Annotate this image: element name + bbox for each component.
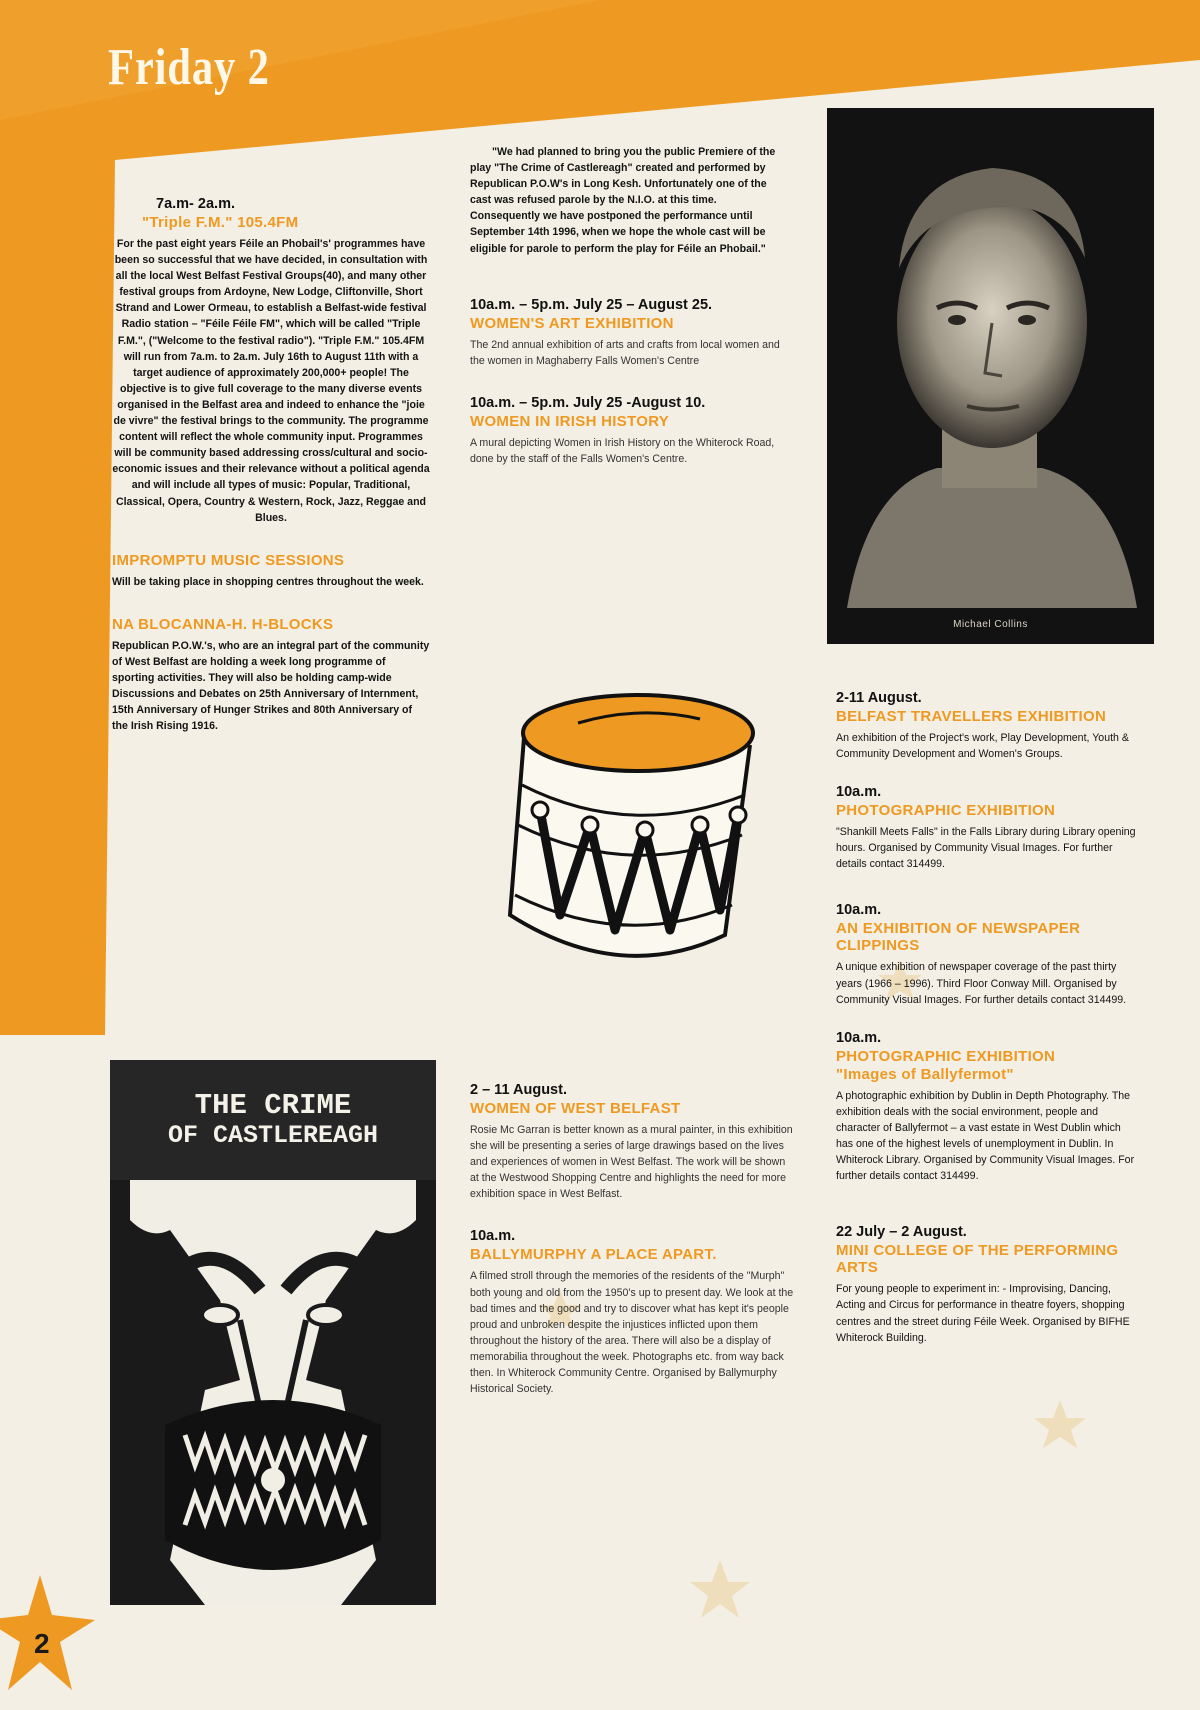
event-womens-art [470, 297, 785, 369]
event-subtitle: "Images of Ballyfermot" [836, 1065, 1014, 1083]
event-time: 10a.m. – 5p.m. July 25 – August 25. [470, 296, 713, 313]
event-body: An exhibition of the Project's work, Play Development, Youth & Community Development and Women's Groups. [836, 732, 1129, 761]
event-travellers [836, 690, 1136, 762]
event-title: PHOTOGRAPHIC EXHIBITION [836, 802, 1056, 820]
event-title: PHOTOGRAPHIC EXHIBITION [836, 1047, 1056, 1065]
page-title: Friday 2 [108, 39, 270, 96]
event-title: AN EXHIBITION OF NEWSPAPER CLIPPINGS [836, 920, 1081, 955]
column-2 [470, 144, 785, 493]
event-newspaper-clippings [836, 902, 1136, 1007]
event-photographic-shankill [836, 784, 1136, 872]
event-title: BALLYMURPHY A PLACE APART. [470, 1246, 717, 1264]
event-triple-fm [112, 196, 430, 526]
event-mini-college [836, 1224, 1136, 1345]
event-body: A unique exhibition of newspaper coverage of the past thirty years (1966 – 1996). Third Floor Conway Mill. Organised by Community Visual Images. For further details contact 314499. [836, 961, 1127, 1006]
event-body: "Shankill Meets Falls" in the Falls Library during Library opening hours. Organised by Community Visual Images. For further details contact 314499. [836, 826, 1136, 871]
photo-caption: Michael Collins [953, 619, 1028, 630]
event-impromptu [112, 552, 430, 590]
event-title: WOMEN OF WEST BELFAST [470, 1100, 681, 1117]
event-women-irish-history [470, 395, 785, 467]
event-title: BELFAST TRAVELLERS EXHIBITION [836, 708, 1107, 725]
event-women-west-belfast [470, 1082, 795, 1202]
event-title: MINI COLLEGE OF THE PERFORMING ARTS [836, 1242, 1119, 1277]
column-2-lower [470, 1082, 795, 1423]
event-body: Republican P.O.W.'s, who are an integral part of the community of West Belfast are holding a week long programme of sporting activities. They will also be holding camp-wide Discussions and Debates on 25th Anniversary of Internment, 15th Anniversary of Hunger Strikes and 80th Anniversary of the Irish Rising 1916. [112, 639, 430, 733]
event-time: 2-11 August. [836, 690, 922, 706]
event-time: 7a.m- 2a.m. [156, 196, 235, 212]
event-h-blocks [112, 616, 430, 735]
bust-portrait [827, 108, 1154, 608]
event-time: 10a.m. – 5p.m. July 25 -August 10. [470, 394, 706, 411]
poster-artwork [110, 1180, 436, 1605]
event-title: WOMEN'S ART EXHIBITION [470, 314, 674, 332]
poster-title-line1: THE CRIME [194, 1088, 352, 1122]
event-body: For young people to experiment in: - Improvising, Dancing, Acting and Circus for performance in theatre foyers, shopping centres and the street during Féile Week. Organised by BIFHE Whiterock Building. [836, 1283, 1130, 1344]
event-title: WOMEN IN IRISH HISTORY [470, 412, 670, 430]
event-time: 10a.m. [836, 1029, 882, 1046]
event-body: A mural depicting Women in Irish History on the Whiterock Road, done by the staff of the Falls Women's Centre. [470, 436, 775, 465]
event-body: Will be taking place in shopping centres throughout the week. [112, 575, 424, 588]
play-postponed-notice: "We had planned to bring you the public Premiere of the play "The Crime of Castlereagh" created and performed by Republican P.O.W's in Long Kesh. Unfortunately one of the cast was refused parole by the N.I.O. at this time. Consequently we have postponed the performance until September 14th 1996, when we hope the whole cast will be eligible for parole to perform the play for Féile an Phobail." [470, 146, 776, 255]
event-ballymurphy [470, 1228, 795, 1397]
event-title: "Triple F.M." 105.4FM [142, 214, 299, 231]
event-time: 22 July – 2 August. [836, 1224, 967, 1241]
column-3 [836, 690, 1136, 1372]
event-time: 10a.m. [836, 902, 882, 919]
event-time: 10a.m. [470, 1228, 516, 1245]
event-time: 10a.m. [836, 784, 882, 801]
poster-title-block [110, 1060, 436, 1180]
event-time: 2 – 11 August. [470, 1082, 567, 1098]
event-body: Rosie Mc Garran is better known as a mural painter, in this exhibition she will be presenting a series of large drawings based on the lives and experiences of women in West Belfast. The work will be shown at the Westwood Shopping Centre and highlights the need for more exhibition space in West Belfast. [470, 1124, 793, 1201]
event-title: NA BLOCANNA-H. H-BLOCKS [112, 615, 334, 633]
event-body: For the past eight years Féile an Phobail's' programmes have been so successful that we have decided, in consultation with all the local West Belfast Festival Groups(40), and many other festival groups from Ardoyne, New Lodge, Cliftonville, Short Strand and Lower Ormeau, to establish a Belfast-wide festival Radio station – "Féile Féile FM", which will be called "Triple F.M.", ("Welcome to the festival radio"). "Triple F.M." 105.4FM will run from 7a.m. to 2a.m. July 16th to August 11th with a target audience of approximately 200,000+ people! The objective is to give full coverage to the many diverse events organised in the Belfast area and indeed to enhance the "joie de vivre" the festival brings to the community. The programme content will reflect the whole community input. Programmes will be community based addressing cross/cultural and socio-economic issues and their relevance without a political agenda and will include all types of music: Popular, Traditional, Classical, Opera, Country & Western, Rock, Jazz, Reggae and Blues. [112, 238, 430, 524]
poster-title-line2: OF CASTLEREAGH [167, 1121, 379, 1151]
event-body: The 2nd annual exhibition of arts and crafts from local women and the women in Maghaberry Falls Women's Centre [470, 338, 780, 367]
event-body: A photographic exhibition by Dublin in Depth Photography. The exhibition deals with the social environment, people and character of Ballyfermot – a vast estate in West Dublin which has one of the highest levels of unemployment in Dublin. In Whiterock Library. Organised by Community Visual Images. For further details contact 314499. [836, 1089, 1135, 1183]
event-body: A filmed stroll through the memories of the residents of the "Murph" both young and old from the 1950's up to present day. We look at the bad times and the good and try to discover what has kept it's people proud and unbroken despite the injustices inflicted upon them throughout the history of the area. There will also be a display of memorabilia throughout the week. Photographs etc. from way back then. In Whiterock Community Centre. Organised by Ballymurphy Historical Society. [470, 1270, 794, 1396]
page-number: 2 [34, 1628, 50, 1659]
column-1 [112, 196, 430, 760]
event-images-ballyfermot [836, 1030, 1136, 1185]
michael-collins-photo [827, 108, 1154, 644]
drum-illustration [470, 685, 800, 1005]
event-title: IMPROMPTU MUSIC SESSIONS [112, 551, 345, 569]
